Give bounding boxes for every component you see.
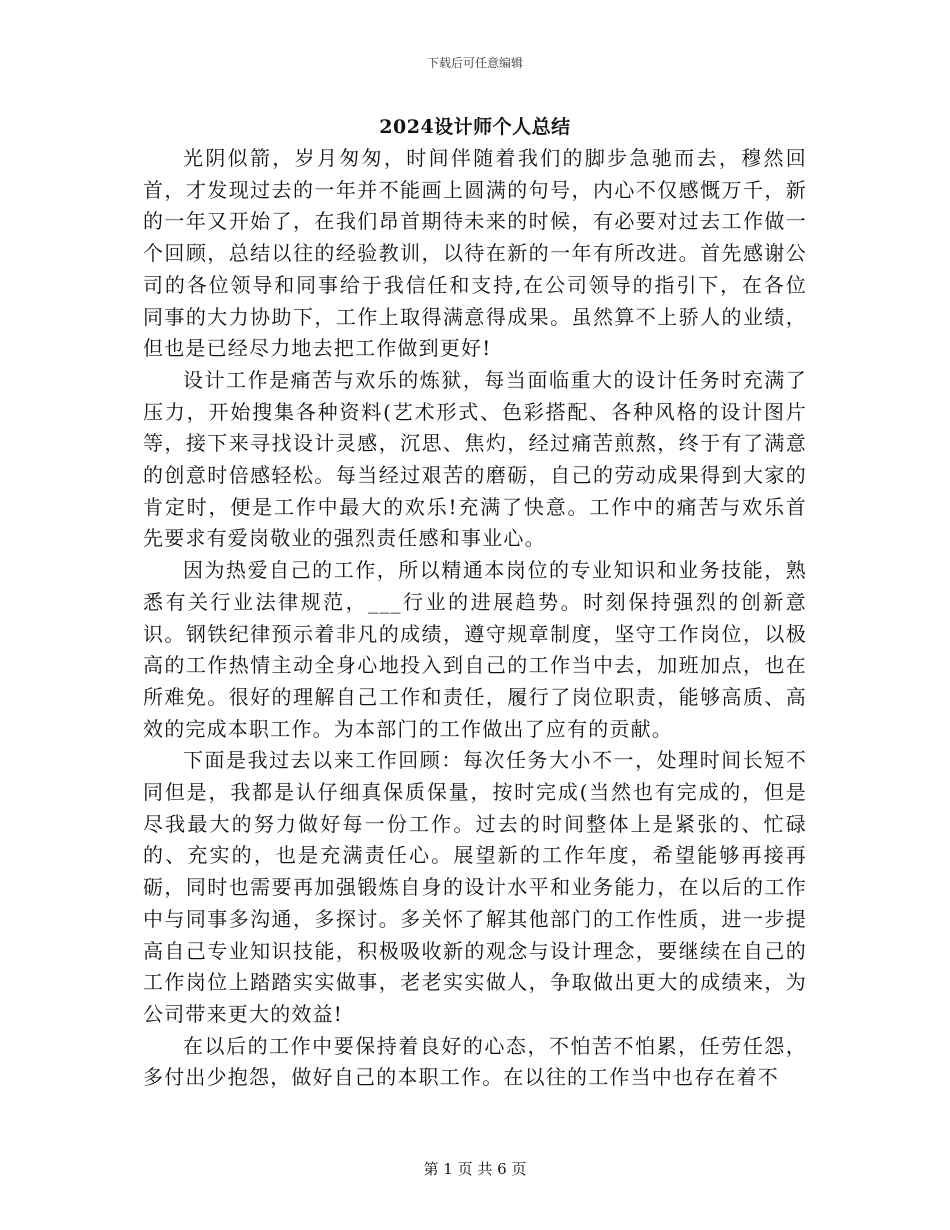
document-title: 2024设计师个人总结 (379, 116, 571, 138)
paragraph-3: 因为热爱自己的工作，所以精通本岗位的专业知识和业务技能，熟悉有关行业法律规范，___行业的进展趋势。时刻保持强烈的创新意识。钢铁纪律预示着非凡的成绩，遵守规章制度，坚守工作岗位，以极高的工作热情主动全身心地投入到自己的工作当中去，加班加点，也在所难免。很好的理解自己工作和责任，履行了岗位职责，能够高质、高效的完成本职工作。为本部门的工作做出了应有的贡献。 (143, 558, 807, 741)
paragraph-2: 设计工作是痛苦与欢乐的炼狱，每当面临重大的设计任务时充满了压力，开始搜集各种资料(艺术形式、色彩搭配、各种风格的设计图片等，接下来寻找设计灵感，沉思、焦灼，经过痛苦煎熬，终于有了满意的创意时倍感轻松。每当经过艰苦的磨砺，自己的劳动成果得到大家的肯定时，便是工作中最大的欢乐!充满了快意。工作中的痛苦与欢乐首先要求有爱岗敬业的强烈责任感和事业心。 (143, 367, 807, 551)
document-body (143, 143, 807, 1094)
paragraph-5: 在以后的工作中要保持着良好的心态，不怕苦不怕累，任劳任怨，多付出少抱怨，做好自己的本职工作。在以往的工作当中也存在着不 (143, 1033, 807, 1090)
paragraph-4: 下面是我过去以来工作回顾：每次任务大小不一，处理时间长短不同但是，我都是认仔细真保质保量，按时完成(当然也有完成的，但是尽我最大的努力做好每一份工作。过去的时间整体上是紧张的、忙碌的、充实的，也是充满责任心。展望新的工作年度，希望能够再接再砺，同时也需要再加强锻炼自身的设计水平和业务能力，在以后的工作中与同事多沟通，多探讨。多关怀了解其他部门的工作性质，进一步提高自己专业知识技能，积极吸收新的观念与设计理念，要继续在自己的工作岗位上踏踏实实做事，老老实实做人，争取做出更大的成绩来，为公司带来更大的效益! (143, 748, 807, 1026)
page-footer: 第 1 页 共 6 页 (423, 1160, 527, 1178)
header-note: 下载后可任意编辑 (426, 56, 523, 70)
paragraph-1: 光阴似箭，岁月匆匆，时间伴随着我们的脚步急驰而去，穆然回首，才发现过去的一年并不能画上圆满的句号，内心不仅感慨万千，新的一年又开始了，在我们昂首期待未来的时候，有必要对过去工作做一个回顾，总结以往的经验教训，以待在新的一年有所改进。首先感谢公司的各位领导和同事给于我信任和支持,在公司领导的指引下，在各位同事的大力协助下，工作上取得满意得成果。虽然算不上骄人的业绩，但也是已经尽力地去把工作做到更好! (143, 146, 807, 361)
